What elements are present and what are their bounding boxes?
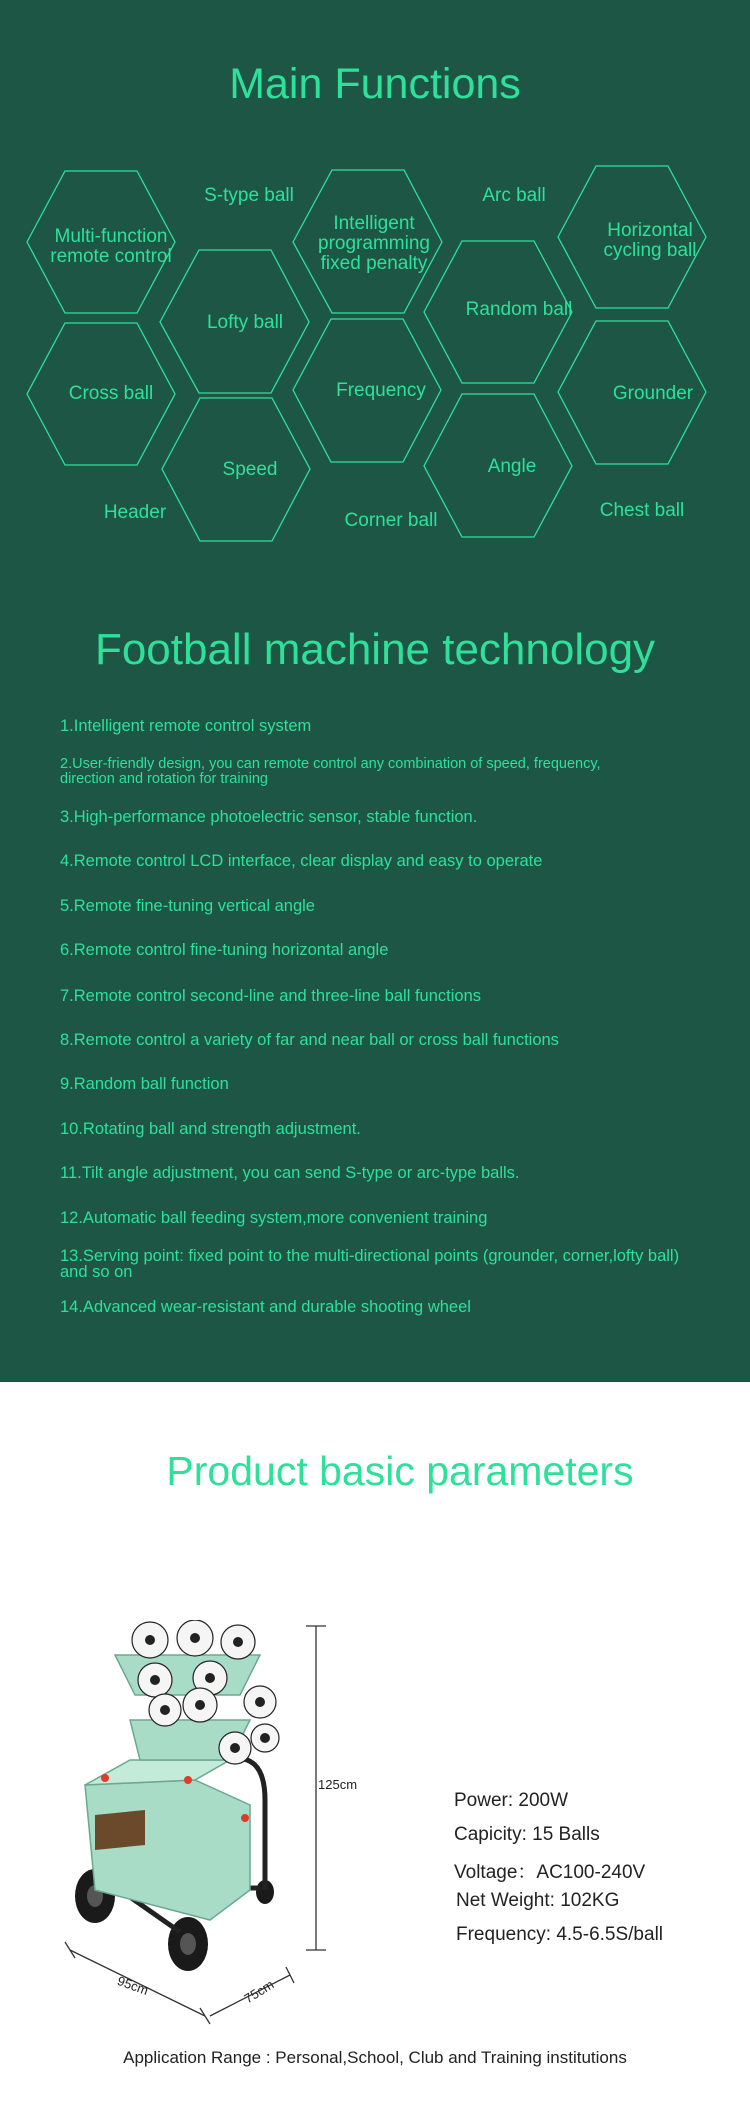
application-range: Application Range : Personal,School, Club and Training institutions: [123, 2048, 627, 2067]
hex-label-grounder: Grounder: [612, 383, 694, 404]
spec-capacity: Capicity: 15 Balls: [454, 1824, 600, 1845]
tech-item: 3.High-performance photoelectric sensor, stable function.: [60, 808, 478, 826]
hex-label-speed: Speed: [222, 459, 278, 480]
technology-title: Football machine technology: [94, 625, 656, 674]
label-arc-ball: Arc ball: [482, 185, 546, 206]
tech-item: 10.Rotating ball and strength adjustment.: [60, 1120, 361, 1138]
spec-voltage: Voltage：AC100-240V: [454, 1862, 646, 1883]
hex-label-horizontal: Horizontal cycling ball: [603, 220, 697, 261]
tech-item: 2.User-friendly design, you can remote control any combination of speed, frequency, direction and rotation for training: [60, 756, 601, 787]
width-dimension-label: 95cm: [115, 1973, 151, 1998]
tech-item: 9.Random ball function: [60, 1075, 229, 1093]
football-machine-image: [60, 1620, 340, 2030]
label-header: Header: [103, 502, 167, 523]
hex-label-frequency: Frequency: [336, 380, 426, 401]
height-dimension-label: 125cm: [318, 1777, 358, 1792]
tech-item: 5.Remote fine-tuning vertical angle: [60, 897, 315, 915]
parameters-title: Product basic parameters: [166, 1448, 634, 1494]
label-chest-ball: Chest ball: [599, 500, 685, 521]
label-s-type-ball: S-type ball: [204, 185, 294, 206]
depth-dimension-label: 75cm: [241, 1976, 277, 2007]
hex-label-lofty-ball: Lofty ball: [206, 312, 284, 333]
tech-item: 14.Advanced wear-resistant and durable shooting wheel: [60, 1298, 471, 1316]
spec-frequency: Frequency: 4.5-6.5S/ball: [456, 1924, 664, 1945]
hex-label-random-ball: Random ball: [465, 299, 573, 320]
tech-item: 4.Remote control LCD interface, clear display and easy to operate: [60, 852, 543, 870]
tech-item: 12.Automatic ball feeding system,more convenient training: [60, 1209, 488, 1227]
tech-item: 6.Remote control fine-tuning horizontal angle: [60, 941, 389, 959]
spec-power: Power: 200W: [454, 1790, 569, 1811]
hex-label-multi-function: Multi-function remote control: [50, 226, 172, 267]
tech-item: 1.Intelligent remote control system: [60, 717, 312, 735]
hex-label-intelligent: Intelligent programming fixed penalty: [318, 213, 430, 274]
tech-item: 7.Remote control second-line and three-line ball functions: [60, 987, 481, 1005]
tech-item: 11.Tilt angle adjustment, you can send S-type or arc-type balls.: [60, 1164, 520, 1182]
tech-item: 8.Remote control a variety of far and near ball or cross ball functions: [60, 1031, 559, 1049]
hex-label-angle: Angle: [487, 456, 537, 477]
tech-item: 13.Serving point: fixed point to the multi-directional points (grounder, corner,lofty ball) and so on: [60, 1247, 680, 1281]
label-corner-ball: Corner ball: [344, 510, 438, 531]
spec-net-weight: Net Weight: 102KG: [456, 1890, 620, 1911]
hex-label-cross-ball: Cross ball: [68, 383, 154, 404]
main-functions-title: Main Functions: [229, 60, 521, 108]
